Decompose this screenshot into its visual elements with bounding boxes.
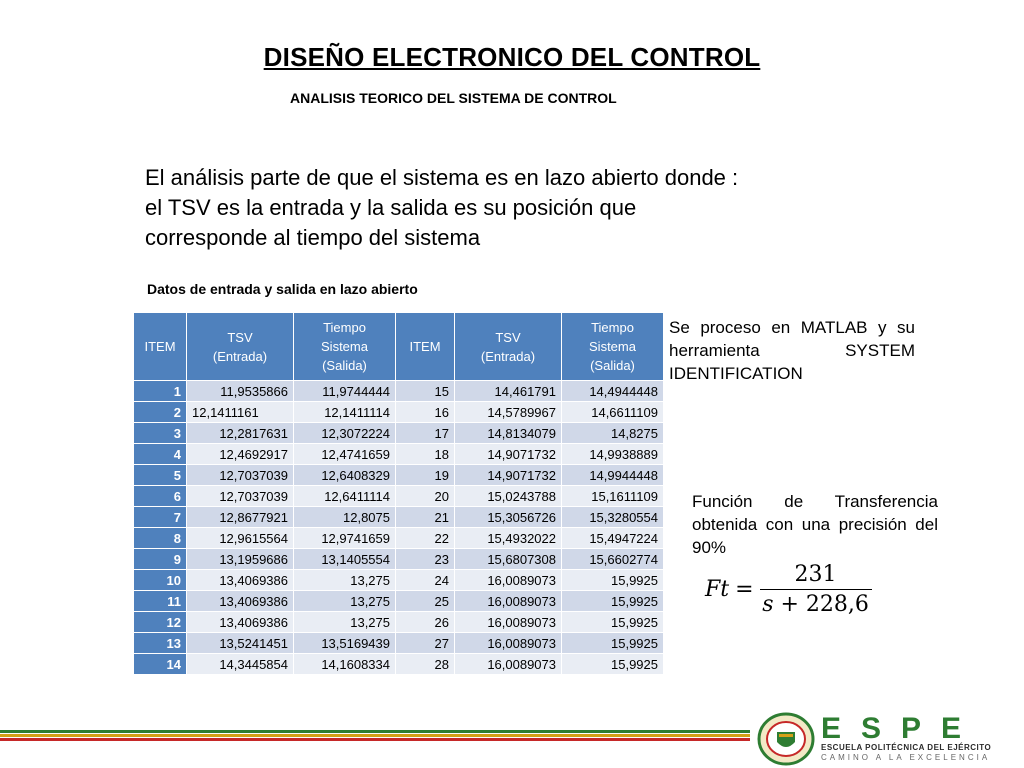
table-row [134, 612, 664, 633]
table-cell: 12,7037039 [187, 465, 294, 486]
header-line: (Salida) [322, 358, 367, 373]
table-cell: 25 [396, 591, 455, 612]
table-header-cell [396, 313, 455, 381]
intro-line: el TSV es la entrada y la salida es su posición que [145, 195, 637, 220]
espe-letters: ESPE [821, 712, 982, 745]
row-item-number: 14 [134, 654, 187, 675]
table-row [134, 591, 664, 612]
transfer-function-formula [705, 562, 872, 617]
row-item-number: 9 [134, 549, 187, 570]
footer-stripes [0, 726, 750, 746]
table-cell: 18 [396, 444, 455, 465]
table-cell: 12,2817631 [187, 423, 294, 444]
table-cell: 13,275 [294, 591, 396, 612]
espe-name: ESCUELA POLITÉCNICA DEL EJÉRCITO [821, 743, 992, 752]
table-cell: 15,0243788 [455, 486, 562, 507]
table-cell: 15,4932022 [455, 528, 562, 549]
table-cell: 16,0089073 [455, 591, 562, 612]
table-header-cell [187, 313, 294, 381]
table-cell: 14,8275 [562, 423, 664, 444]
table-header-cell [134, 313, 187, 381]
table-header-cell [455, 313, 562, 381]
formula-equals: = [735, 577, 754, 602]
table-cell: 19 [396, 465, 455, 486]
footer-stripe-red [0, 738, 750, 741]
table-cell: 12,7037039 [187, 486, 294, 507]
row-item-number: 3 [134, 423, 187, 444]
intro-paragraph [145, 163, 865, 253]
table-cell: 22 [396, 528, 455, 549]
table-row [134, 486, 664, 507]
header-line: Tiempo [323, 320, 366, 335]
table-row [134, 570, 664, 591]
header-line: Sistema [321, 339, 368, 354]
table-row [134, 528, 664, 549]
espe-motto: CAMINO A LA EXCELENCIA [821, 753, 991, 762]
table-cell: 13,1959686 [187, 549, 294, 570]
page-title: DISEÑO ELECTRONICO DEL CONTROL [263, 42, 761, 72]
row-item-number: 12 [134, 612, 187, 633]
table-body [134, 381, 664, 675]
table-header-cell [562, 313, 664, 381]
formula-denominator [762, 590, 869, 617]
table-cell: 15,6807308 [455, 549, 562, 570]
footer-stripe-gold [0, 734, 750, 737]
table-cell: 13,4069386 [187, 570, 294, 591]
table-cell: 15,3056726 [455, 507, 562, 528]
table-cell: 14,1608334 [294, 654, 396, 675]
header-line: Tiempo [591, 320, 634, 335]
table-cell: 15 [396, 381, 455, 402]
table-cell: 15,4947224 [562, 528, 664, 549]
table-cell: 12,6411114 [294, 486, 396, 507]
row-item-number: 5 [134, 465, 187, 486]
table-cell: 27 [396, 633, 455, 654]
table-cell: 14,9944448 [562, 465, 664, 486]
table-cell: 16,0089073 [455, 654, 562, 675]
table-caption: Datos de entrada y salida en lazo abierto [147, 281, 418, 297]
table-cell: 14,9071732 [455, 465, 562, 486]
table-cell: 12,1411161 [187, 402, 294, 423]
table-cell: 15,9925 [562, 570, 664, 591]
formula-den-var: s [762, 592, 774, 617]
table-cell: 13,275 [294, 570, 396, 591]
table-cell: 14,5789967 [455, 402, 562, 423]
table-cell: 14,6611109 [562, 402, 664, 423]
row-item-number: 7 [134, 507, 187, 528]
table-cell: 14,8134079 [455, 423, 562, 444]
row-item-number: 8 [134, 528, 187, 549]
table-row [134, 423, 664, 444]
table-cell: 14,9938889 [562, 444, 664, 465]
table-cell: 12,1411114 [294, 402, 396, 423]
table-cell: 16,0089073 [455, 570, 562, 591]
table-cell: 12,3072224 [294, 423, 396, 444]
table-cell: 12,9615564 [187, 528, 294, 549]
matlab-note: Se proceso en MATLAB y su herramienta SYSTEM IDENTIFICATION [669, 318, 915, 383]
table-cell: 16 [396, 402, 455, 423]
table-cell: 23 [396, 549, 455, 570]
table-cell: 15,1611109 [562, 486, 664, 507]
table-cell: 12,4692917 [187, 444, 294, 465]
table-cell: 14,4944448 [562, 381, 664, 402]
row-item-number: 10 [134, 570, 187, 591]
row-item-number: 2 [134, 402, 187, 423]
intro-line: El análisis parte de que el sistema es en lazo abierto donde : [145, 165, 739, 190]
table-header-cell [294, 313, 396, 381]
table-cell: 20 [396, 486, 455, 507]
table-row [134, 381, 664, 402]
table-cell: 15,9925 [562, 654, 664, 675]
table-header-row [134, 313, 664, 381]
table-cell: 13,4069386 [187, 591, 294, 612]
table-cell: 14,461791 [455, 381, 562, 402]
header-line: ITEM [409, 339, 441, 354]
row-item-number: 6 [134, 486, 187, 507]
table-cell: 21 [396, 507, 455, 528]
table-cell: 13,5169439 [294, 633, 396, 654]
table-row [134, 444, 664, 465]
table-cell: 15,9925 [562, 591, 664, 612]
row-item-number: 11 [134, 591, 187, 612]
table-row [134, 549, 664, 570]
table-cell: 11,9535866 [187, 381, 294, 402]
page-subtitle: ANALISIS TEORICO DEL SISTEMA DE CONTROL [290, 90, 617, 106]
table-cell: 12,4741659 [294, 444, 396, 465]
table-cell: 15,9925 [562, 633, 664, 654]
table-cell: 24 [396, 570, 455, 591]
header-line: (Entrada) [480, 348, 536, 364]
header-line: (Entrada) [212, 348, 268, 364]
espe-logo [755, 712, 1017, 766]
table-cell: 26 [396, 612, 455, 633]
data-table [133, 312, 664, 675]
header-line: (Salida) [590, 358, 635, 373]
row-item-number: 1 [134, 381, 187, 402]
footer-stripe-green [0, 730, 750, 733]
table-cell: 15,9925 [562, 612, 664, 633]
table-cell: 16,0089073 [455, 612, 562, 633]
table-cell: 12,8677921 [187, 507, 294, 528]
table-row [134, 633, 664, 654]
table-cell: 12,6408329 [294, 465, 396, 486]
row-item-number: 4 [134, 444, 187, 465]
table-cell: 14,3445854 [187, 654, 294, 675]
table-cell: 12,9741659 [294, 528, 396, 549]
header-line: Sistema [589, 339, 636, 354]
table-cell: 15,6602774 [562, 549, 664, 570]
table-cell: 12,8075 [294, 507, 396, 528]
formula-lhs: Ft [705, 577, 730, 602]
table-cell: 17 [396, 423, 455, 444]
intro-line: corresponde al tiempo del sistema [145, 225, 481, 250]
header-line: ITEM [144, 339, 176, 354]
table-row [134, 402, 664, 423]
table-cell: 15,3280554 [562, 507, 664, 528]
formula-numerator: 231 [760, 562, 872, 590]
table-row [134, 654, 664, 675]
header-line: TSV [495, 329, 521, 345]
table-cell: 13,5241451 [187, 633, 294, 654]
formula-den-rest: + 228,6 [773, 592, 869, 617]
table-cell: 14,9071732 [455, 444, 562, 465]
table-row [134, 507, 664, 528]
table-cell: 11,9744444 [294, 381, 396, 402]
espe-crest-icon [757, 712, 815, 766]
table-cell: 13,275 [294, 612, 396, 633]
table-cell: 28 [396, 654, 455, 675]
formula-fraction [760, 562, 872, 617]
table-row [134, 465, 664, 486]
header-line: TSV [227, 329, 253, 345]
transfer-function-text: Función de Transferencia obtenida con una precisión del 90% [692, 492, 938, 557]
table-cell: 16,0089073 [455, 633, 562, 654]
table-cell: 13,4069386 [187, 612, 294, 633]
row-item-number: 13 [134, 633, 187, 654]
table-cell: 13,1405554 [294, 549, 396, 570]
